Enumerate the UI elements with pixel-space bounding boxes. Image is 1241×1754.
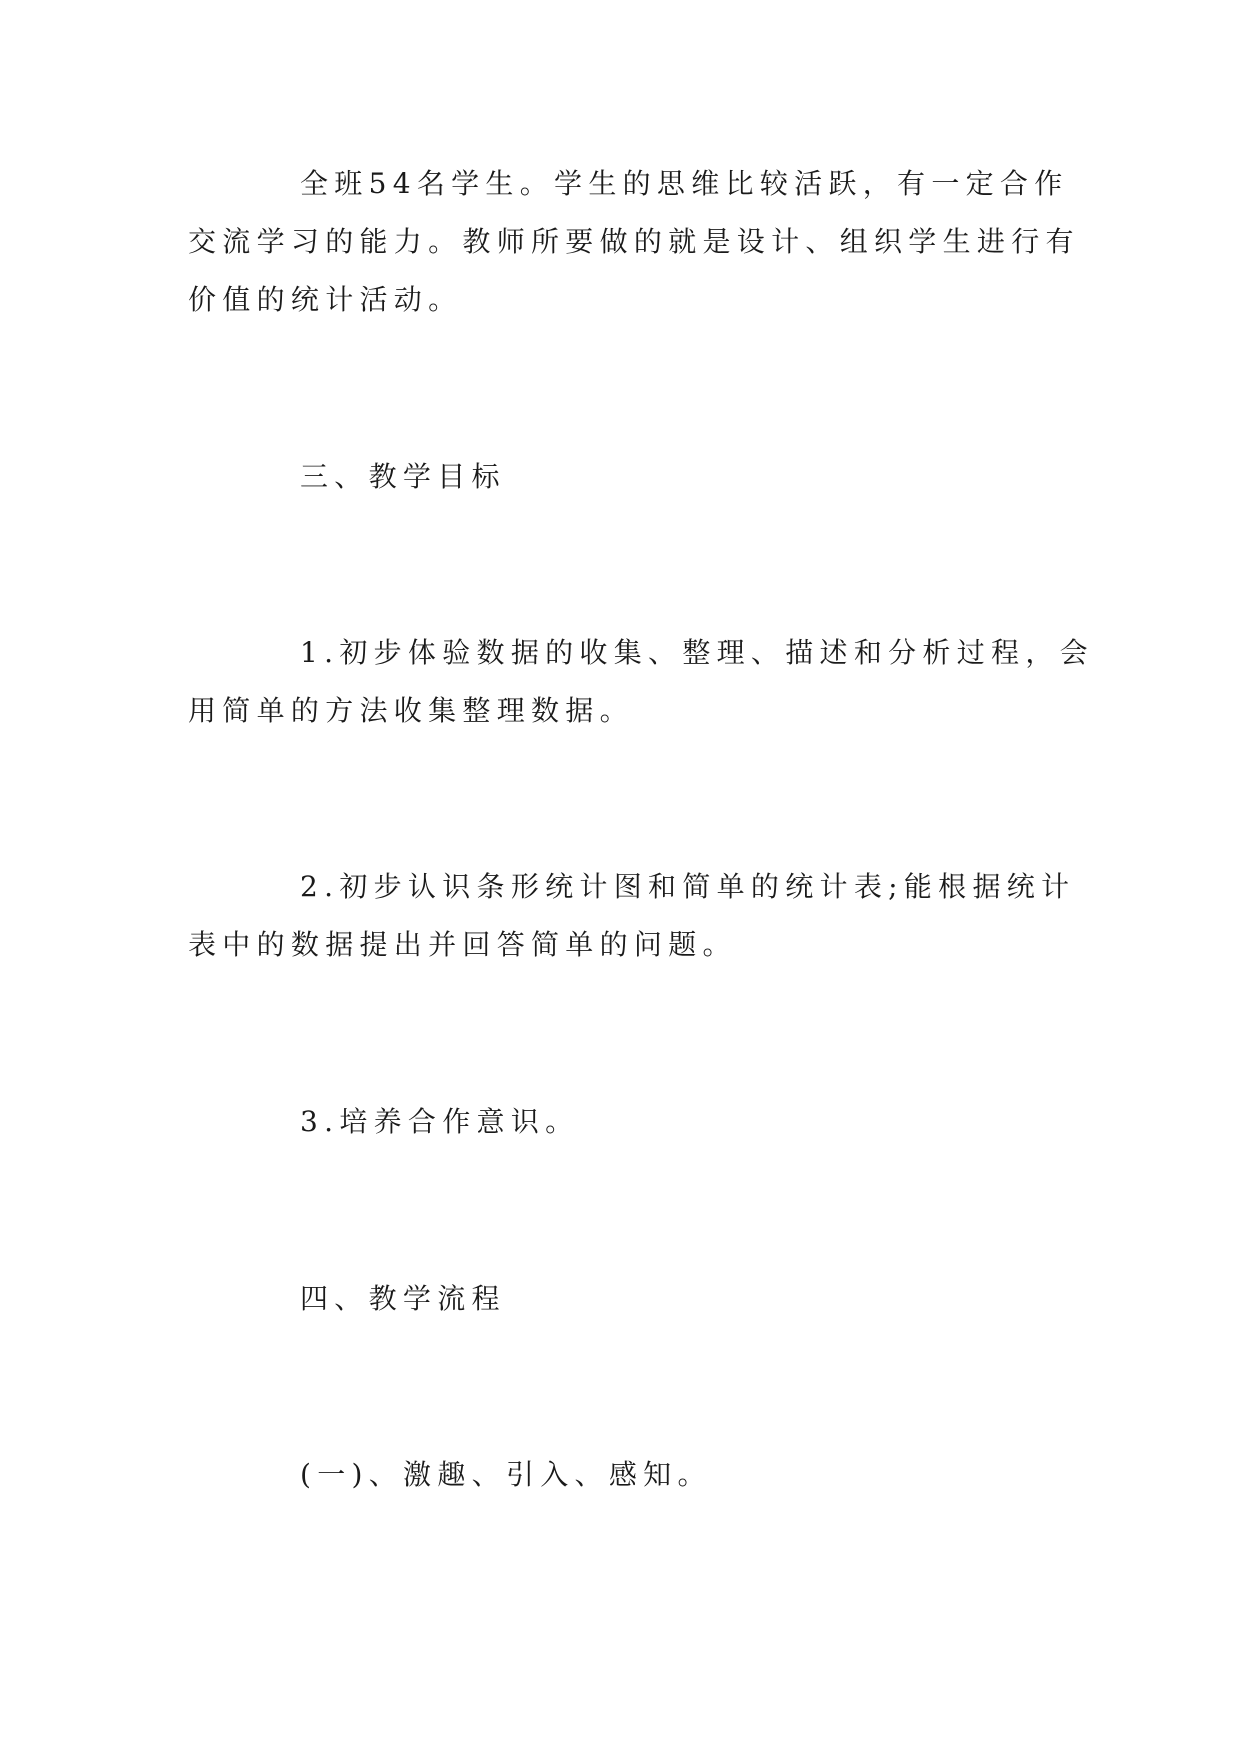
objective-3-line-1: 3.培养合作意识。 bbox=[300, 1105, 580, 1138]
paragraph-class-intro-line-2: 交流学习的能力。教师所要做的就是设计、组织学生进行有 bbox=[188, 225, 1080, 258]
objective-2-line-2: 表中的数据提出并回答简单的问题。 bbox=[188, 928, 737, 961]
section-heading-process: 四、教学流程 bbox=[300, 1282, 506, 1315]
section-heading-objectives: 三、教学目标 bbox=[300, 460, 506, 493]
paragraph-class-intro-line-3: 价值的统计活动。 bbox=[188, 283, 463, 316]
objective-1-line-1: 1.初步体验数据的收集、整理、描述和分析过程，会 bbox=[300, 636, 1094, 669]
objective-2-line-1: 2.初步认识条形统计图和简单的统计表;能根据统计 bbox=[300, 870, 1076, 903]
process-step-1-line-1: (一)、激趣、引入、感知。 bbox=[300, 1458, 712, 1491]
paragraph-class-intro-line-1: 全班54名学生。学生的思维比较活跃，有一定合作 bbox=[300, 167, 1069, 200]
objective-1-line-2: 用简单的方法收集整理数据。 bbox=[188, 694, 634, 727]
